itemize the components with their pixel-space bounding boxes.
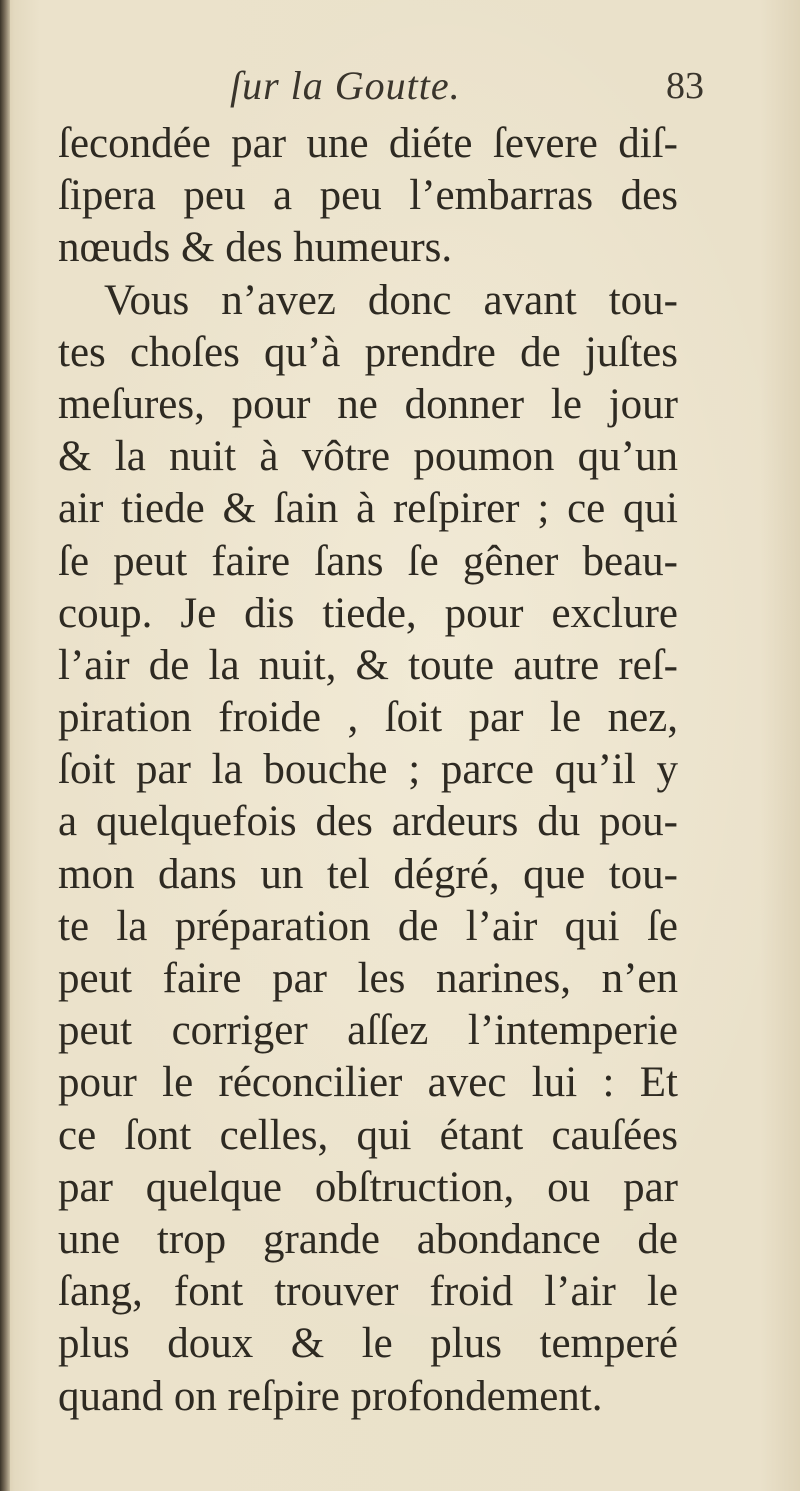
text-line: mon dans un tel dégré, que tou- xyxy=(58,850,678,898)
text-line: ſecondée par une diéte ſevere diſ- xyxy=(58,120,678,167)
page-binding-edge xyxy=(0,0,10,1491)
text-line: peut corriger aſſez l’intemperie xyxy=(58,1007,678,1055)
text-line: plus doux & le plus temperé xyxy=(58,1320,678,1368)
text-line: tes choſes qu’à prendre de juſtes xyxy=(58,328,678,376)
text-line: ſipera peu a peu l’embarras des xyxy=(58,172,678,220)
text-line: meſures, pour ne donner le jour xyxy=(58,380,678,428)
text-line: ſoit par la bouche ; parce qu’il y xyxy=(58,746,678,794)
text-line: te la préparation de l’air qui ſe xyxy=(58,902,678,950)
text-line: l’air de la nuit, & toute autre reſ- xyxy=(58,641,678,689)
page-header xyxy=(58,62,704,122)
text-line: Vous n’avez donc avant tou- xyxy=(104,276,678,324)
text-line: une trop grande abondance de xyxy=(58,1215,678,1263)
text-line: ſang, font trouver froid l’air le xyxy=(58,1268,678,1316)
text-line: air tiede & ſain à reſpirer ; ce qui xyxy=(58,485,678,533)
text-line: pour le réconcilier avec lui : Et xyxy=(58,1059,678,1107)
text-line: ce ſont celles, qui étant cauſées xyxy=(58,1111,678,1159)
body-text xyxy=(58,118,678,1423)
text-line: coup. Je dis tiede, pour exclure xyxy=(58,589,678,637)
running-title: ſur la Goutte. xyxy=(230,63,461,108)
text-line: ſe peut faire ſans ſe gêner beau- xyxy=(58,537,678,585)
text-line: peut faire par les narines, n’en xyxy=(58,955,678,1002)
text-line: piration froide , ſoit par le nez, xyxy=(58,694,678,742)
page-number: 83 xyxy=(666,65,704,107)
text-line: & la nuit à vôtre poumon qu’un xyxy=(58,433,678,481)
text-line: quand on reſpire profondement. xyxy=(58,1372,603,1420)
text-line: a quelquefois des ardeurs du pou- xyxy=(58,798,678,846)
text-line: par quelque obſtruction, ou par xyxy=(58,1163,678,1211)
text-line: nœuds & des humeurs. xyxy=(58,224,453,272)
